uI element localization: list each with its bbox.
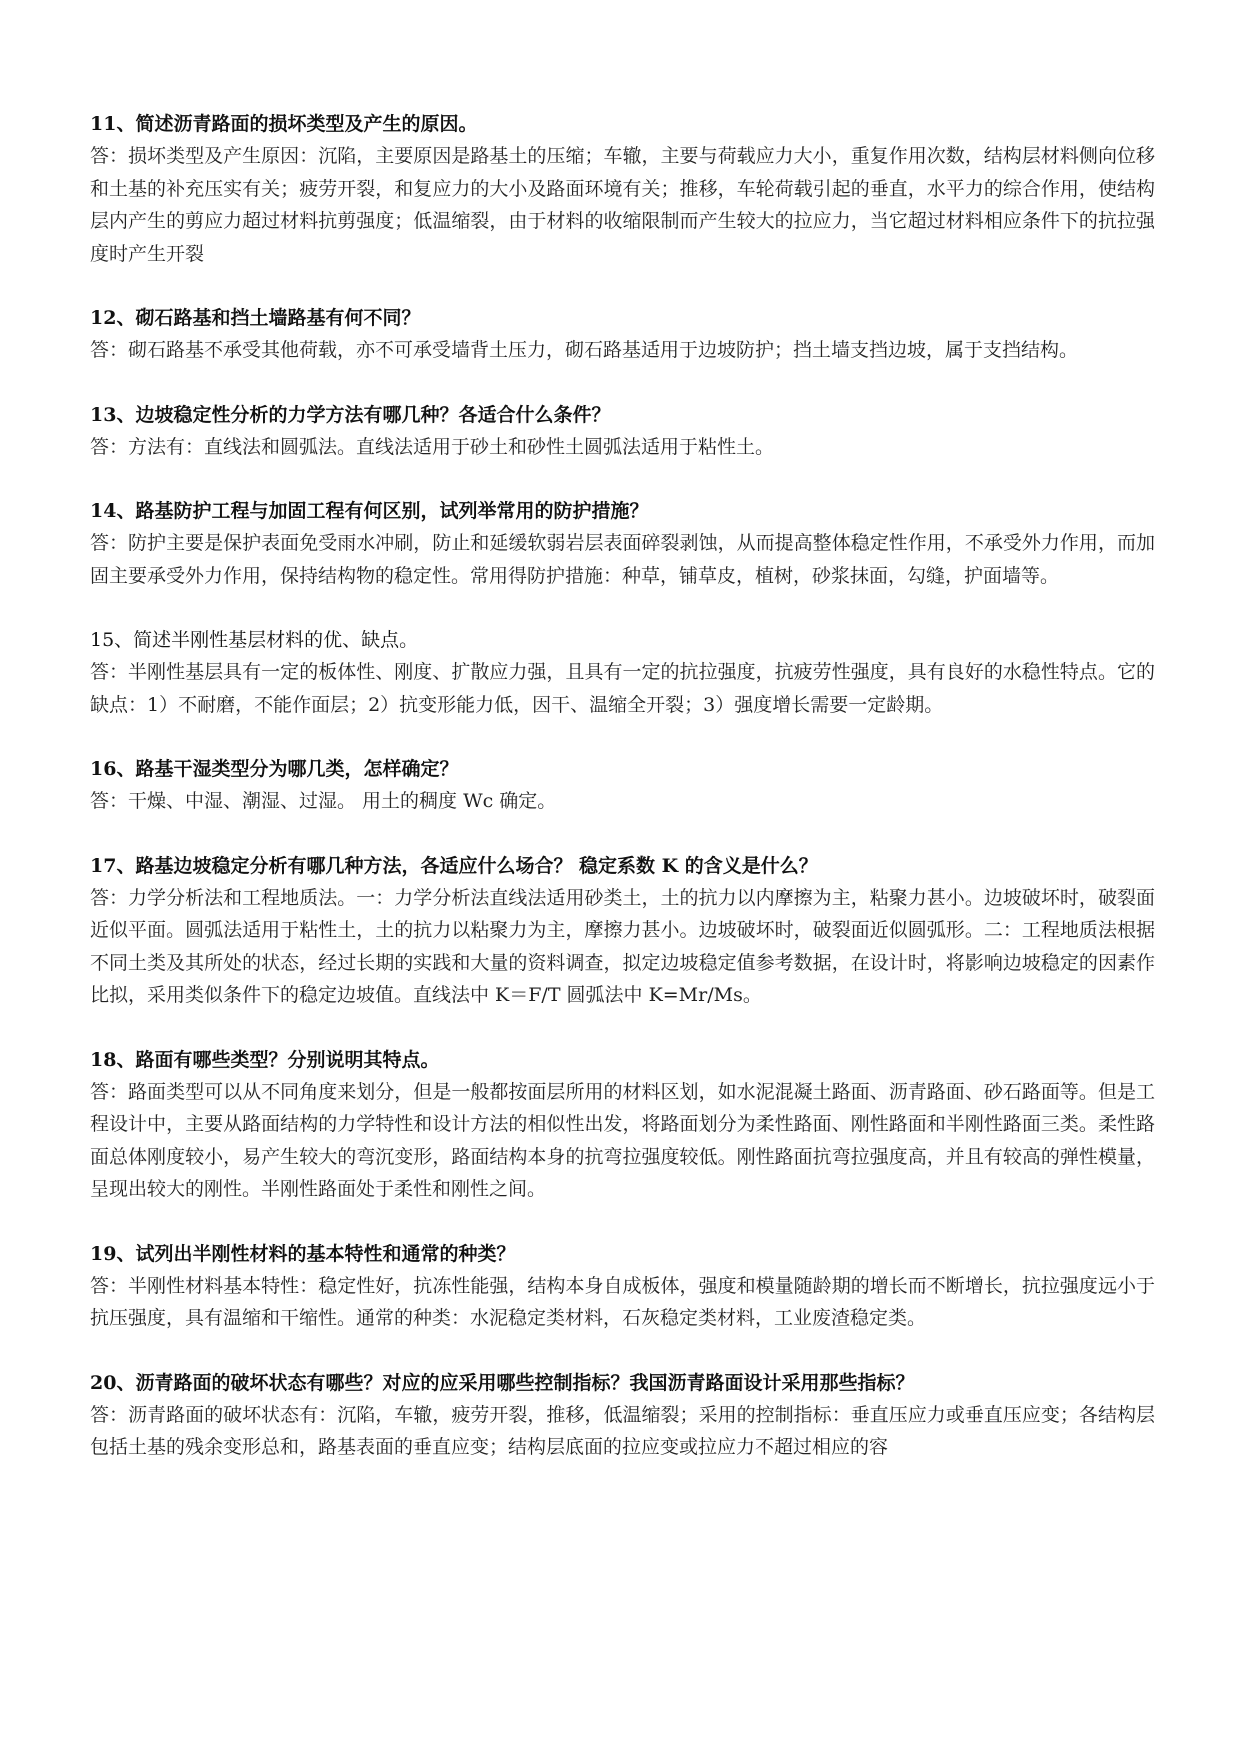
answer-text: 答：防护主要是保护表面免受雨水冲刷，防止和延缓软弱岩层表面碎裂剥蚀，从而提高整体稳定性作用，不承受外力作用，而加固主要承受外力作用，保持结构物的稳定性。常用得防护措施：种草，铺草皮，植树，砂浆抹面，勾缝，护面墙等。 bbox=[90, 532, 1155, 587]
qa-item-11 bbox=[90, 108, 1155, 270]
qa-item-20 bbox=[90, 1367, 1155, 1464]
answer-text: 答：损坏类型及产生原因：沉陷，主要原因是路基土的压缩；车辙，主要与荷载应力大小，重复作用次数，结构层材料侧向位移和土基的补充压实有关；疲劳开裂，和复应力的大小及路面环境有关；推移，车轮荷载引起的垂直，水平力的综合作用，使结构层内产生的剪应力超过材料抗剪强度；低温缩裂，由于材料的收缩限制而产生较大的拉应力，当它超过材料相应条件下的抗拉强度时产生开裂 bbox=[90, 145, 1155, 265]
answer-text: 答：力学分析法和工程地质法。一：力学分析法直线法适用砂类土，土的抗力以内摩擦为主，粘聚力甚小。边坡破坏时，破裂面近似平面。圆弧法适用于粘性土，土的抗力以粘聚力为主，摩擦力甚小。边坡破坏时，破裂面近似圆弧形。二：工程地质法根据不同土类及其所处的状态，经过长期的实践和大量的资料调查，拟定边坡稳定值参考数据，在设计时，将影响边坡稳定的因素作比拟，采用类似条件下的稳定边坡值。直线法中 K＝F/T 圆弧法中 K=Mr/Ms。 bbox=[90, 886, 1155, 1006]
qa-item-17 bbox=[90, 850, 1155, 1012]
qa-item-14 bbox=[90, 495, 1155, 592]
answer-text: 答：沥青路面的破坏状态有：沉陷，车辙，疲劳开裂，推移，低温缩裂；采用的控制指标：垂直压应力或垂直压应变；各结构层包括土基的残余变形总和，路基表面的垂直应变；结构层底面的拉应变或拉应力不超过相应的容 bbox=[90, 1403, 1155, 1458]
answer-text: 答：半刚性材料基本特性：稳定性好，抗冻性能强，结构本身自成板体，强度和模量随龄期的增长而不断增长，抗拉强度远小于抗压强度，具有温缩和干缩性。通常的种类：水泥稳定类材料，石灰稳定类材料，工业废渣稳定类。 bbox=[90, 1274, 1155, 1329]
qa-item-19 bbox=[90, 1238, 1155, 1335]
qa-item-15 bbox=[90, 624, 1155, 721]
answer-text: 答：方法有：直线法和圆弧法。直线法适用于砂土和砂性土圆弧法适用于粘性土。 bbox=[90, 435, 775, 458]
question-heading: 18、路面有哪些类型？分别说明其特点。 bbox=[90, 1048, 440, 1071]
question-heading: 17、路基边坡稳定分析有哪几种方法，各适应什么场合？ 稳定系数 K 的含义是什么？ bbox=[90, 854, 818, 877]
qa-item-12 bbox=[90, 302, 1155, 367]
question-heading: 16、路基干湿类型分为哪几类，怎样确定？ bbox=[90, 758, 459, 780]
document-page bbox=[90, 108, 1155, 1496]
question-heading: 19、试列出半刚性材料的基本特性和通常的种类？ bbox=[90, 1242, 516, 1265]
question-heading: 15、简述半刚性基层材料的优、缺点。 bbox=[90, 629, 419, 651]
qa-item-18 bbox=[90, 1044, 1155, 1206]
answer-text: 答：砌石路基不承受其他荷载，亦不可承受墙背土压力，砌石路基适用于边坡防护；挡土墙支挡边坡，属于支挡结构。 bbox=[90, 339, 1079, 361]
qa-item-16 bbox=[90, 753, 1155, 818]
answer-text: 答：干燥、中湿、潮湿、过湿。 用土的稠度 Wc 确定。 bbox=[90, 790, 557, 812]
qa-item-13 bbox=[90, 399, 1155, 464]
question-heading: 13、边坡稳定性分析的力学方法有哪几种？各适合什么条件？ bbox=[90, 403, 611, 426]
question-heading: 11、简述沥青路面的损坏类型及产生的原因。 bbox=[90, 113, 478, 135]
answer-text: 答：半刚性基层具有一定的板体性、刚度、扩散应力强，且具有一定的抗拉强度，抗疲劳性强度，具有良好的水稳性特点。它的缺点：1）不耐磨，不能作面层；2）抗变形能力低，因干、温缩全开裂；3）强度增长需要一定龄期。 bbox=[90, 661, 1155, 716]
question-heading: 12、砌石路基和挡土墙路基有何不同？ bbox=[90, 307, 421, 329]
answer-text: 答：路面类型可以从不同角度来划分，但是一般都按面层所用的材料区划，如水泥混凝土路面、沥青路面、砂石路面等。但是工程设计中，主要从路面结构的力学特性和设计方法的相似性出发，将路面划分为柔性路面、刚性路面和半刚性路面三类。柔性路面总体刚度较小，易产生较大的弯沉变形，路面结构本身的抗弯拉强度较低。刚性路面抗弯拉强度高，并且有较高的弹性模量，呈现出较大的刚性。半刚性路面处于柔性和刚性之间。 bbox=[90, 1080, 1155, 1200]
question-heading: 20、沥青路面的破坏状态有哪些？对应的应采用哪些控制指标？我国沥青路面设计采用那些指标？ bbox=[90, 1371, 915, 1394]
question-heading: 14、路基防护工程与加固工程有何区别，试列举常用的防护措施？ bbox=[90, 500, 649, 522]
